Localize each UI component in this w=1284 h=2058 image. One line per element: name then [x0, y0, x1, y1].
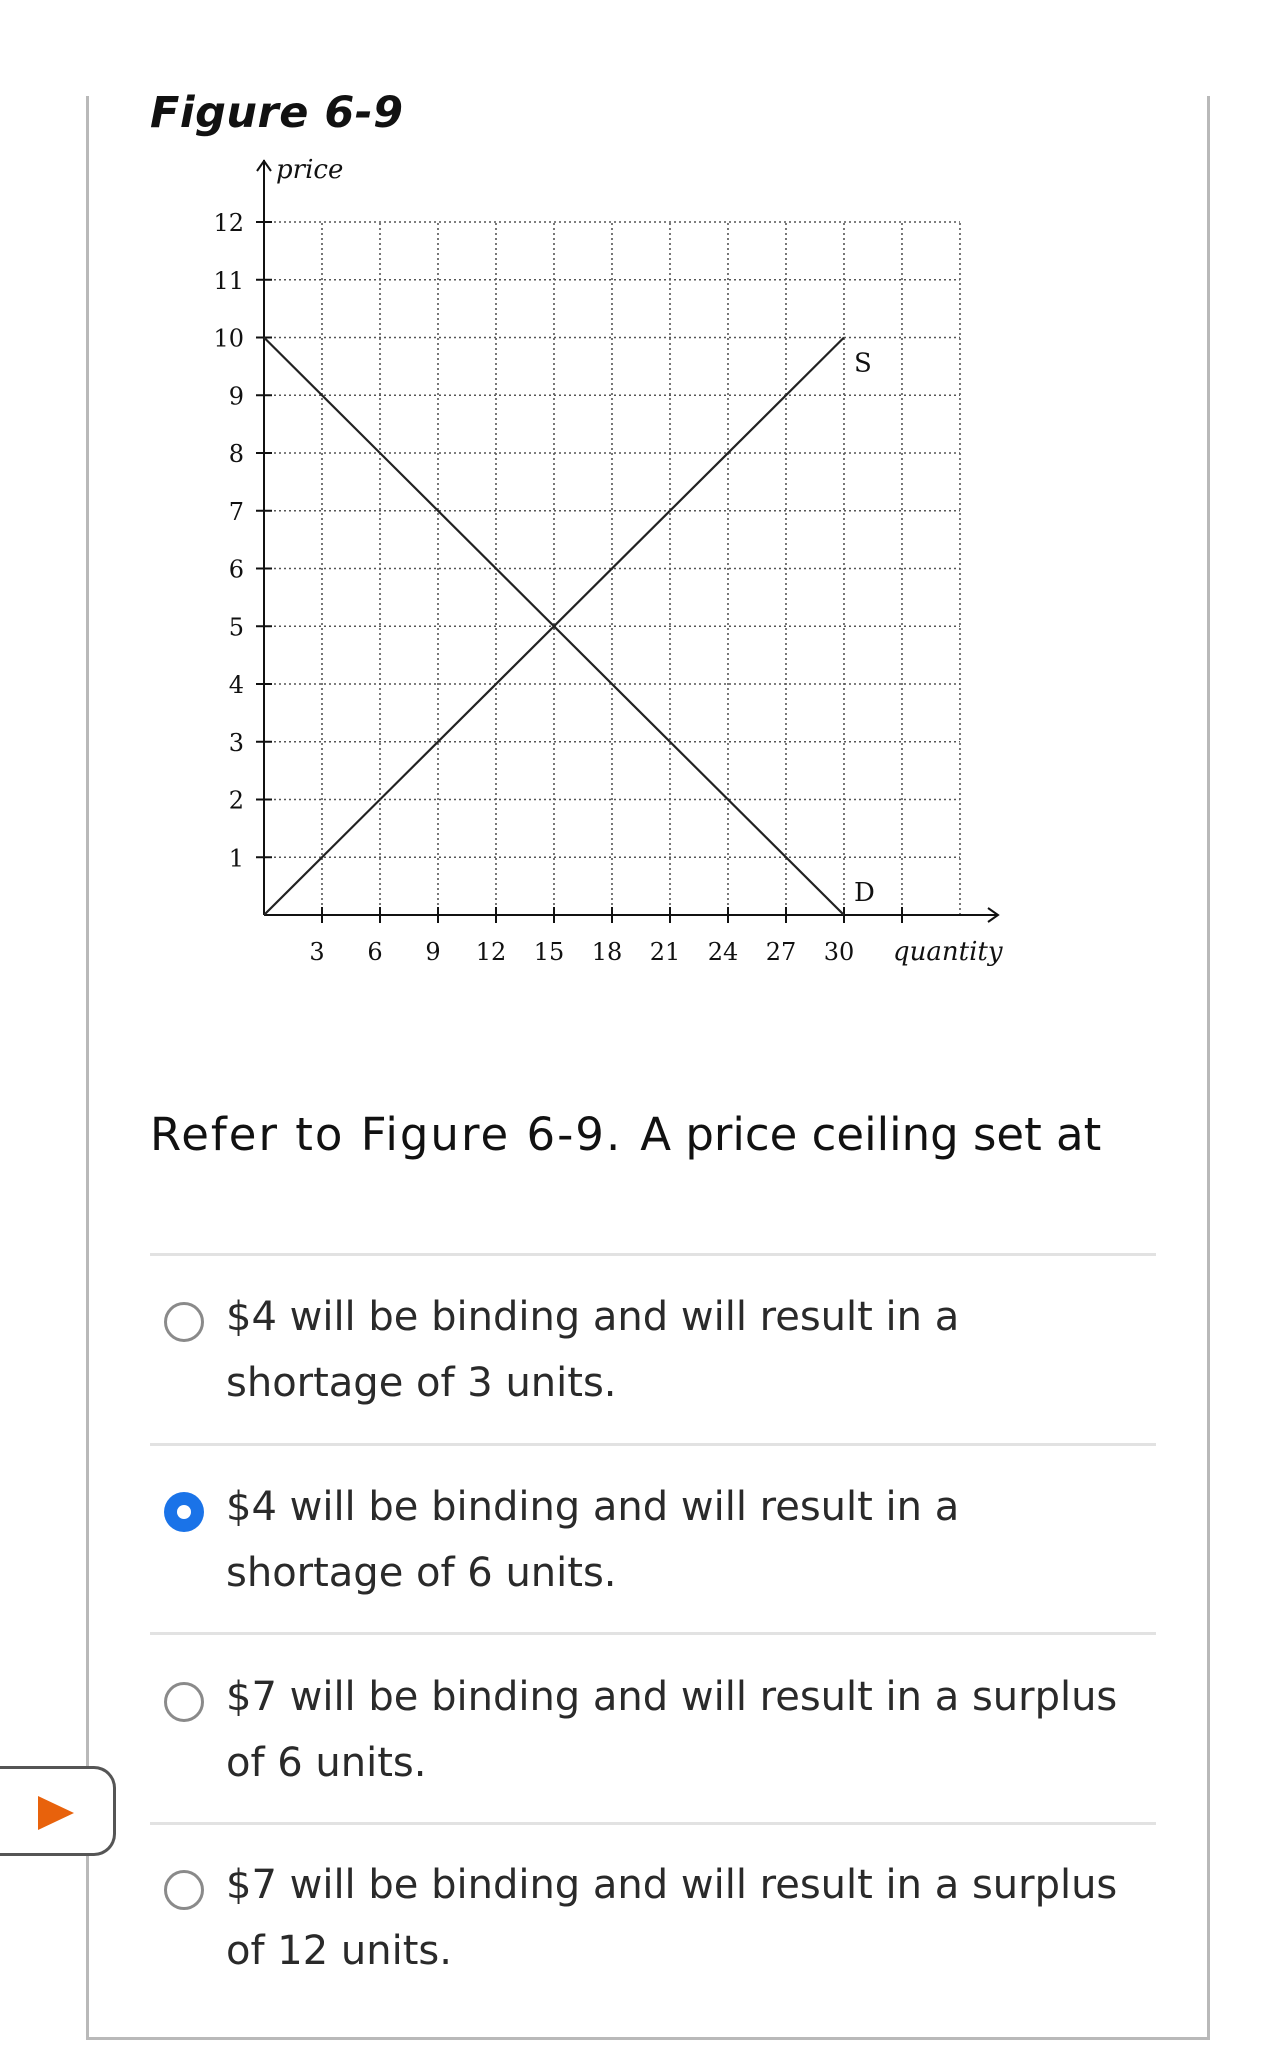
answer-option-2[interactable] — [150, 1460, 1156, 1620]
answer-option-1[interactable] — [150, 1270, 1156, 1430]
y-tick-label: 6 — [228, 555, 244, 584]
y-tick-label: 10 — [213, 324, 244, 353]
answer-option-text: $7 will be binding and will result in a surplus of 12 units. — [226, 1862, 1118, 1974]
divider — [150, 1632, 1156, 1635]
y-tick-label: 1 — [228, 844, 244, 873]
y-tick-label: 3 — [228, 728, 244, 757]
x-tick-label: 9 — [425, 938, 441, 966]
radio-button[interactable] — [164, 1302, 204, 1342]
divider — [150, 1822, 1156, 1825]
radio-button-selected[interactable] — [164, 1492, 204, 1532]
x-tick-label: 3 — [309, 938, 325, 966]
answer-option-text: $4 will be binding and will result in a shortage of 3 units. — [226, 1294, 960, 1406]
x-axis-label: quantity — [893, 937, 1003, 967]
y-tick-label: 4 — [228, 671, 244, 699]
question-body: A price ceiling set at — [640, 1108, 1102, 1161]
answer-option-3[interactable] — [150, 1650, 1156, 1810]
y-tick-label: 7 — [228, 497, 244, 526]
y-tick-label: 2 — [228, 786, 244, 815]
x-tick-label: 27 — [765, 938, 797, 966]
radio-button[interactable] — [164, 1682, 204, 1722]
x-tick-label: 18 — [591, 938, 623, 966]
answer-option-text: $4 will be binding and will result in a shortage of 6 units. — [226, 1484, 960, 1596]
supply-demand-chart — [0, 0, 1284, 1000]
x-tick-label: 6 — [367, 938, 383, 966]
divider — [150, 1253, 1156, 1256]
question-text — [150, 1108, 1101, 1161]
play-button[interactable] — [0, 1766, 116, 1856]
chart-ticks — [213, 209, 902, 966]
play-icon — [38, 1796, 74, 1830]
divider — [150, 1443, 1156, 1446]
supply-label: S — [853, 348, 872, 379]
x-tick-label: 12 — [475, 938, 507, 966]
question-reference: Refer to Figure 6-9. — [150, 1108, 623, 1161]
y-tick-label: 12 — [213, 209, 244, 237]
x-tick-label: 21 — [649, 938, 681, 966]
y-tick-label: 11 — [213, 266, 244, 295]
y-tick-label: 5 — [228, 613, 244, 642]
demand-label: D — [853, 878, 875, 908]
y-tick-label: 8 — [228, 440, 244, 468]
answer-option-4[interactable] — [150, 1838, 1156, 1998]
x-tick-label: 15 — [533, 938, 565, 966]
radio-button[interactable] — [164, 1870, 204, 1910]
y-tick-label: 9 — [228, 382, 244, 411]
x-tick-label: 30 — [823, 938, 855, 966]
figure-title: Figure 6-9 — [150, 88, 404, 138]
answer-option-text: $7 will be binding and will result in a surplus of 6 units. — [226, 1674, 1118, 1786]
chart-axes — [257, 160, 998, 922]
x-tick-label: 24 — [707, 938, 739, 966]
y-axis-label: price — [276, 155, 344, 185]
